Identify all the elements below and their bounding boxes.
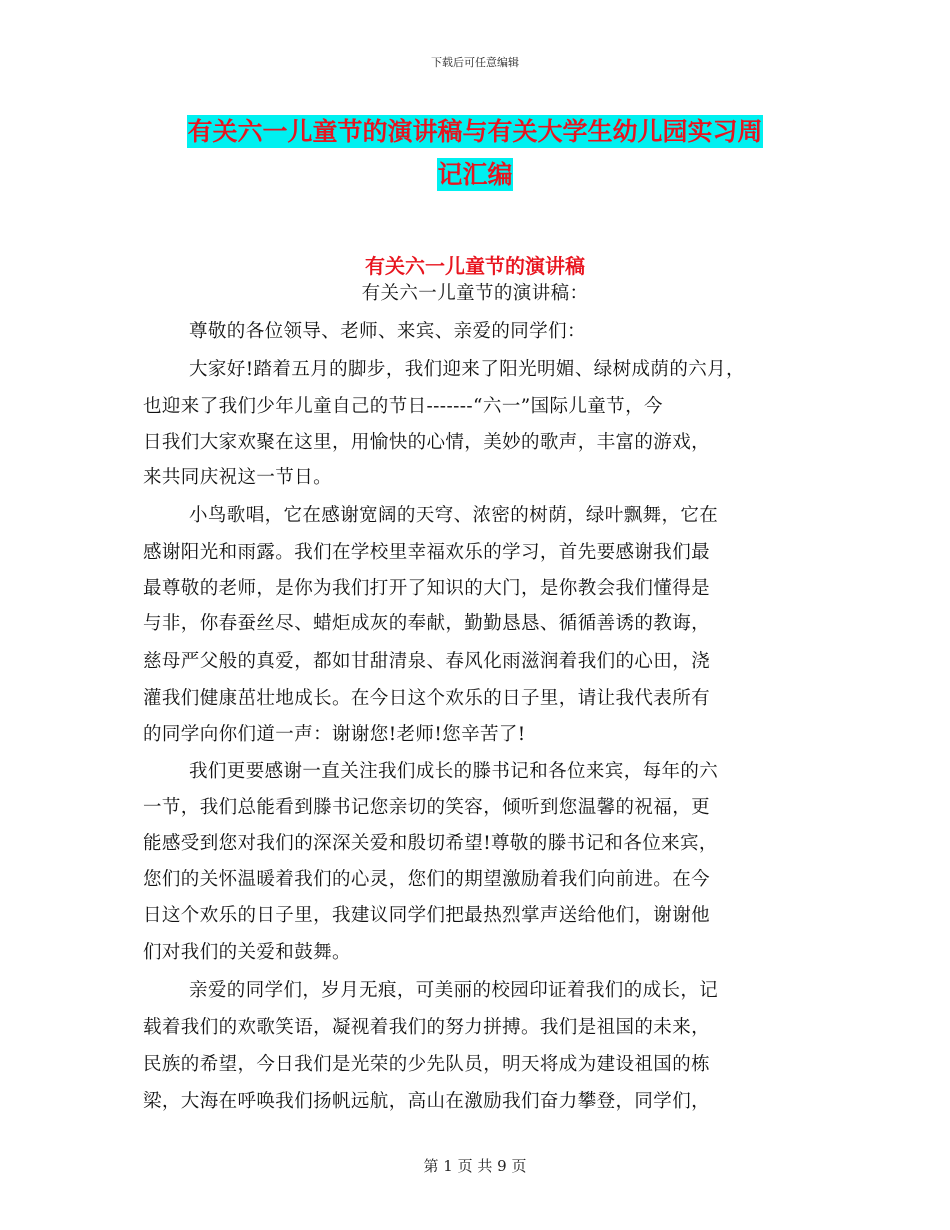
- paragraph-line: 小鸟歌唱，它在感谢宽阔的天穹、浓密的树荫，绿叶飘舞，它在: [189, 505, 719, 526]
- document-title-line-1: [0, 112, 950, 148]
- paragraph-line: 灌我们健康茁壮地成长。在今日这个欢乐的日子里，请让我代表所有: [143, 688, 711, 709]
- paragraph-line: 一节，我们总能看到滕书记您亲切的笑容，倾听到您温馨的祝福，更: [143, 797, 711, 818]
- paragraph-line: 能感受到您对我们的深深关爱和殷切希望!尊敬的滕书记和各位来宾，: [143, 833, 718, 854]
- paragraph-line: 亲爱的同学们，岁月无痕，可美丽的校园印证着我们的成长，记: [189, 980, 719, 1001]
- document-title-line-2: [0, 155, 950, 191]
- paragraph-line: 慈母严父般的真爱，都如甘甜清泉、春风化雨滋润着我们的心田，浇: [143, 651, 711, 672]
- paragraph-line: 的同学向你们道一声：谢谢您!老师!您辛苦了!: [143, 724, 526, 745]
- paragraph-line: 与非，你春蚕丝尽、蜡炬成灰的奉献，勤勤恳恳、循循善诱的教诲，: [143, 613, 711, 634]
- page-number-footer: 第 1 页 共 9 页: [423, 1157, 527, 1175]
- paragraph-line: 来共同庆祝这一节日。: [143, 467, 333, 488]
- title-highlight-1: 有关六一儿童节的演讲稿与有关大学生幼儿园实习周: [187, 117, 763, 146]
- paragraph-line: 我们更要感谢一直关注我们成长的滕书记和各位来宾，每年的六: [189, 761, 719, 782]
- section-heading: 有关六一儿童节的演讲稿: [365, 254, 585, 278]
- paragraph-line: 大家好!踏着五月的脚步，我们迎来了阳光明媚、绿树成荫的六月，: [189, 359, 745, 380]
- paragraph-line: 民族的希望，今日我们是光荣的少先队员，明天将成为建设祖国的栋: [143, 1054, 711, 1075]
- title-highlight-2: 记汇编: [437, 160, 513, 189]
- section-subheading: 有关六一儿童节的演讲稿：: [361, 283, 589, 304]
- page-header-note: 下载后可任意编辑: [431, 56, 519, 69]
- paragraph-line: 日这个欢乐的日子里，我建议同学们把最热烈掌声送给他们，谢谢他: [143, 905, 711, 926]
- paragraph-line: 日我们大家欢聚在这里，用愉快的心情，美妙的歌声，丰富的游戏，: [143, 432, 711, 453]
- paragraph-line: 您们的关怀温暖着我们的心灵，您们的期望激励着我们向前进。在今: [143, 869, 711, 890]
- paragraph-line: 感谢阳光和雨露。我们在学校里幸福欢乐的学习，首先要感谢我们最: [143, 542, 711, 563]
- paragraph-line: 最尊敬的老师，是你为我们打开了知识的大门，是你教会我们懂得是: [143, 578, 711, 599]
- paragraph-line: 载着我们的欢歌笑语，凝视着我们的努力拼搏。我们是祖国的未来，: [143, 1017, 711, 1038]
- paragraph-line: 们对我们的关爱和鼓舞。: [143, 942, 351, 963]
- greeting-line: 尊敬的各位领导、老师、来宾、亲爱的同学们：: [189, 321, 586, 342]
- paragraph-line: 梁，大海在呼唤我们扬帆远航，高山在激励我们奋力攀登，同学们，: [143, 1091, 711, 1112]
- paragraph-line: 也迎来了我们少年儿童自己的节日-------“六一”国际儿童节，今: [143, 396, 663, 417]
